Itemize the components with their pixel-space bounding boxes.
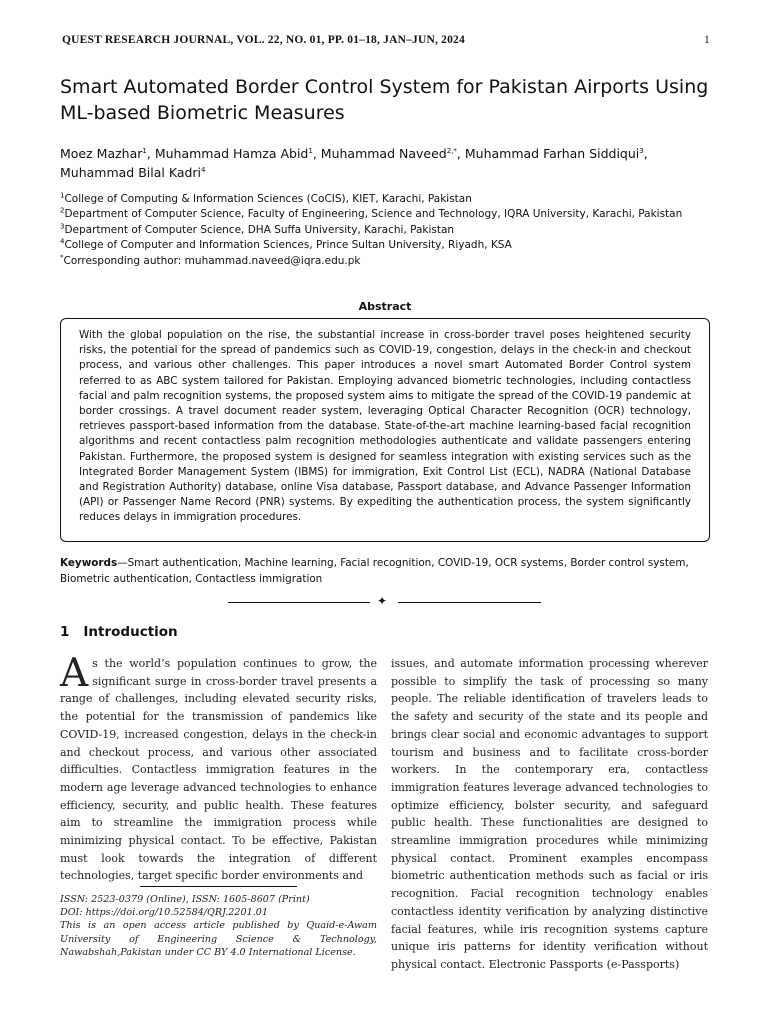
affiliation-text: College of Computing & Information Sciences (CoCIS), KIET, Karachi, Pakistan [64,193,472,205]
keywords-label: Keywords [60,557,118,569]
paper-title: Smart Automated Border Control System for Pakistan Airports Using ML-based Biometric Measures [60,76,709,124]
section-title: Introduction [83,624,178,640]
section-number: 1 [60,624,70,640]
affiliation-mark: * [60,253,64,262]
author-affiliation-mark: 1 [142,146,147,155]
author-separator: , [456,146,465,161]
affiliation [60,238,710,253]
section-divider-right [398,602,541,603]
affiliation-mark: 2 [60,206,65,215]
affiliation [60,223,710,238]
divider-star-icon: ✦ [377,594,388,608]
affiliation [60,207,710,222]
running-head [62,34,710,46]
abstract-box [60,318,710,542]
author-affiliation-mark: 1 [308,146,313,155]
abstract-heading: Abstract [358,300,412,313]
author-name: Muhammad Naveed [320,146,447,161]
affiliation-text: Department of Computer Science, Faculty of Engineering, Science and Technology, IQRA University, Karachi, Pakistan [64,208,683,221]
body-paragraph: s the world’s population continues to grow, the significant surge in cross-border travel presents a range of challenges, including elevated security risks, the potential for the transmission of pandemics like COVID-19, increased congestion, delays in the check-in and checkout process, and various other associated difficulties. Contactless immigration features in the modern age leverage advanced technologies to enhance efficiency, security, and public health. These features aim to streamline the immigration process while minimizing physical contact. To be effective, Pakistan must look towards the integration of different technologies, target specific border environments and [60,657,377,883]
abstract-text: With the global population on the rise, the substantial increase in cross-border travel poses heightened security risks, the potential for the spread of pandemics such as COVID-19, congestion, delays in the check-in and checkout process, and various other challenges. This paper introduces a novel smart Automated Border Control system referred to as ABC system tailored for Pakistan. Employing advanced biometric technologies, including contactless facial and palm recognition systems, the proposed system aims to mitigate the spread of the COVID-19 pandemic at border crossings. A travel document reader system, leveraging Optical Character Recognition (OCR) technology, retrieves passport-based information from the database. State-of-the-art machine learning-based facial recognition algorithms and recent contactless palm recognition methodologies authenticate and validate passengers entering Pakistan. Furthermore, the proposed system is designed for seamless integration with existing services such as the Integrated Border Management System (IBMS) for immigration, Exit Control List (ECL), NADRA (National Database and Registration Authority) database, online Visa database, Passport database, and Advance Passenger Information (API) or Passenger Name Record (PNR) systems. By expediting the authentication process, the system significantly reduces delays in immigration procedures. [79,329,691,524]
author-separator: , [312,146,321,161]
author-name: Moez Mazhar [60,146,143,161]
affiliation-mark: 3 [60,222,65,231]
author-list [60,144,710,182]
page-number: 1 [704,34,710,46]
doi-line: DOI: https://doi.org/10.52584/QRJ.2201.01 [60,907,268,919]
affiliation-text: Department of Computer Science, DHA Suffa University, Karachi, Pakistan [64,223,455,236]
footnote [60,893,377,959]
author-name: Muhammad Hamza Abid [154,146,309,161]
keywords-dash: — [117,557,128,569]
author-separator: , [146,146,155,161]
body-column-right [391,655,708,975]
journal-info: QUEST RESEARCH JOURNAL, VOL. 22, NO. 01, PP. 01–18, JAN–JUN, 2024 [62,34,465,46]
author-name: Muhammad Bilal Kadri [60,165,202,180]
body-paragraph: issues, and automate information processing wherever possible to simplify the task of processing so many people. The reliable identification of travelers leads to the safety and security of the state and its people and brings clear social and economic advantages to support tourism and business and to facilitate cross-border workers. In the contemporary era, contactless immigration features leverage advanced technologies to optimize efficiency, bolster security, and safeguard public health. These functionalities are designed to streamline immigration procedures while minimizing physical contact. Prominent examples encompass biometric authentication methods such as facial or iris recognition. Facial recognition technology enables contactless identity verification by analyzing distinctive facial features, while iris recognition systems capture unique iris patterns for identity verification without physical contact. Electronic Passports (e-Passports) [391,657,708,971]
author-affiliation-mark: 3 [639,146,644,155]
corresponding-author [60,254,710,269]
author-affiliation-mark: 2,* [446,146,457,155]
keywords [60,556,708,587]
license-note: This is an open access article published by Quaid-e-Awam University of Engineering Science & Technology, Nawabshah,Pakistan under CC BY 4.0 International License. [60,920,377,958]
affiliation-list [60,192,710,269]
footnote-rule [140,886,297,887]
section-heading [60,624,178,640]
author-affiliation-mark: 4 [201,165,206,174]
author-separator: , [643,146,648,161]
affiliation-text: College of Computer and Information Sciences, Prince Sultan University, Riyadh, KSA [64,239,512,252]
author-name: Muhammad Farhan Siddiqui [464,146,640,161]
affiliation [60,192,710,207]
drop-cap: A [60,651,89,696]
affiliation-mark: 4 [60,237,65,246]
affiliation-mark: 1 [60,191,65,200]
section-divider-left [228,602,370,603]
body-column-left [60,651,377,883]
corresponding-author-text: Corresponding author: muhammad.naveed@iqra.edu.pk [63,254,361,267]
issn-line: ISSN: 2523-0379 (Online), ISSN: 1605-8607 (Print) [60,894,310,905]
keywords-text: Smart authentication, Machine learning, Facial recognition, COVID-19, OCR systems, Border control system, Biometric authentication, Contactless immigration [60,557,689,585]
